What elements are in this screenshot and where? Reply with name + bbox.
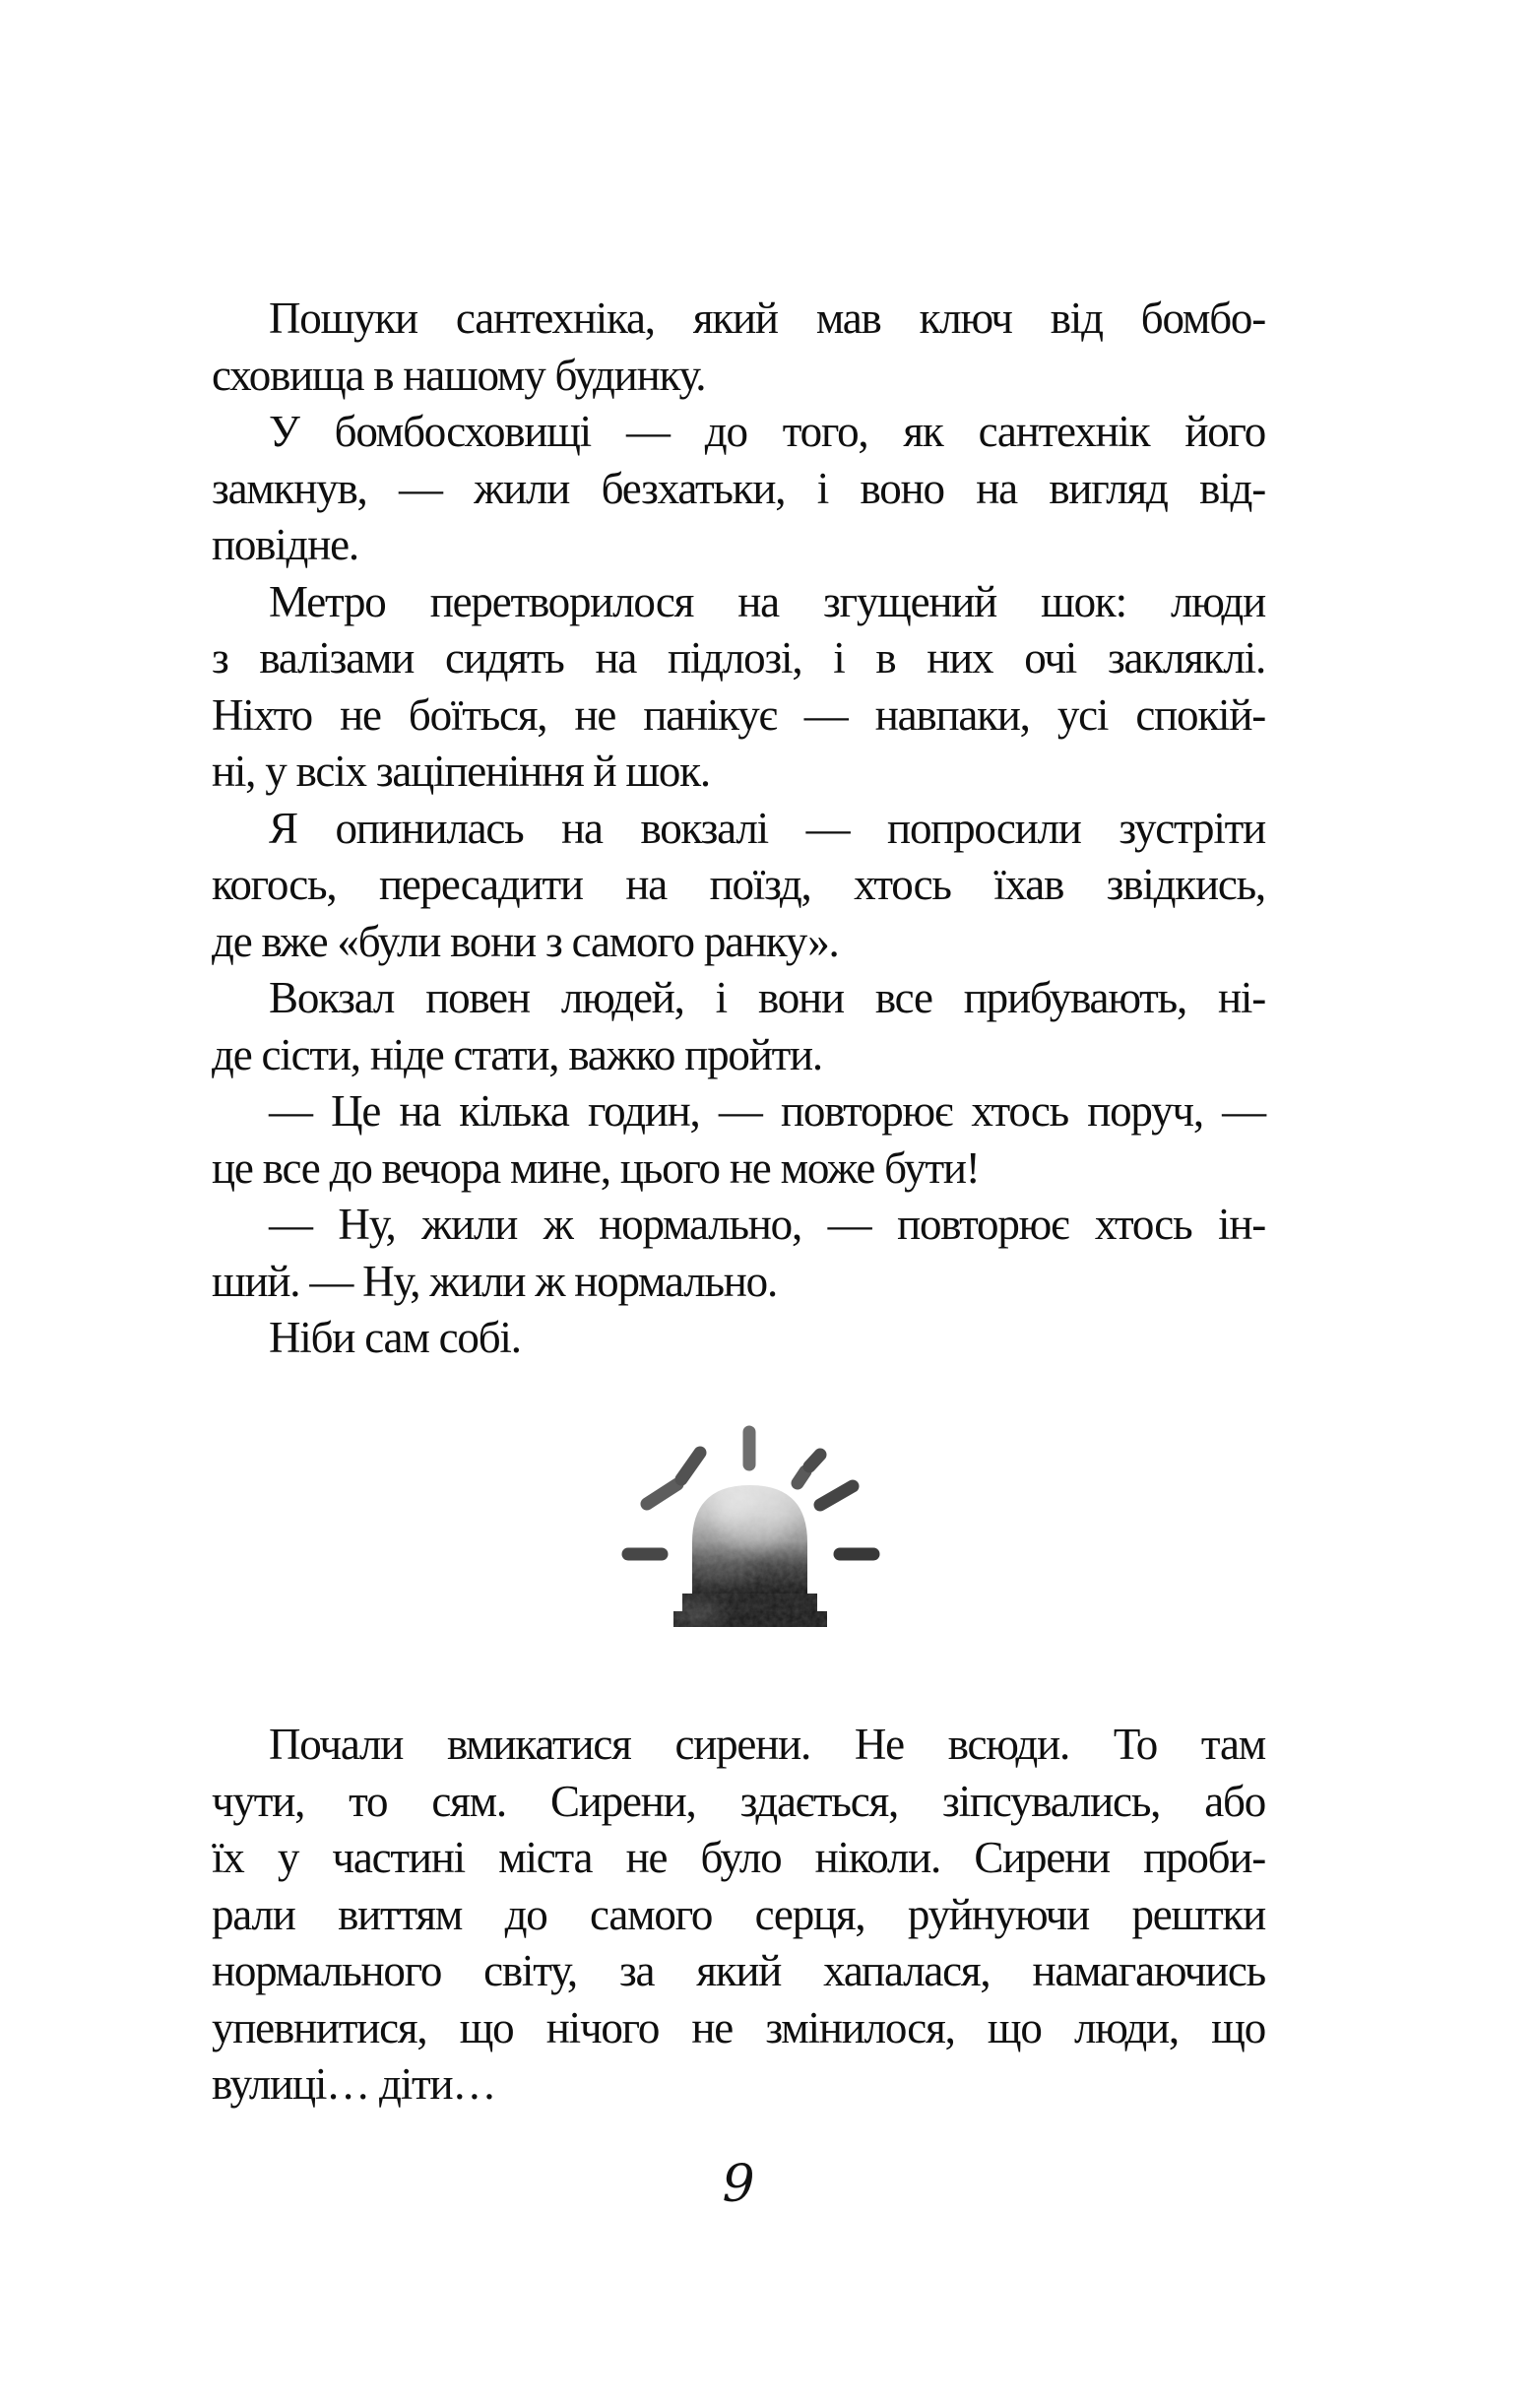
text-line: чути, то сям. Сирени, здається, зіпсувались, або <box>212 1776 1265 1826</box>
text-line: — Ну, жили ж нормально, — повторює хтось ін- <box>269 1200 1265 1249</box>
text-line: Я опинилась на вокзалі — попросили зустріти <box>269 803 1265 853</box>
text-line: Ніхто не боїться, не панікує — навпаки, усі спокій- <box>212 689 1265 740</box>
text-line: ший. — Ну, жили ж нормально. <box>212 1256 778 1306</box>
text-line: — Це на кілька годин, — повторює хтось поруч, — <box>269 1086 1265 1136</box>
text-line: вулиці… діти… <box>212 2059 496 2109</box>
text-line: У бомбосховищі — до того, як сантехнік його <box>269 407 1265 456</box>
text-line: Пошуки сантехніка, який мав ключ від бомбо- <box>269 293 1265 343</box>
page-number: 9 <box>722 2155 755 2214</box>
text-line: повідне. <box>212 520 358 569</box>
text-line: Почали вмикатися сирени. Не всюди. То там <box>269 1720 1265 1769</box>
text-line: Ніби сам собі. <box>269 1313 521 1362</box>
text-line: ні, у всіх заціпеніння й шок. <box>212 747 710 796</box>
text-line: Вокзал повен людей, і вони все прибувають, ні- <box>269 973 1265 1022</box>
text-line: замкнув, — жили безхатьки, і воно на вигляд від- <box>212 463 1265 513</box>
text-line: сховища в нашому будинку. <box>212 350 706 400</box>
text-line: рали виттям до самого серця, руйнуючи рештки <box>212 1889 1265 1939</box>
text-line: когось, пересадити на поїзд, хтось їхав звідкись, <box>212 860 1265 909</box>
text-line: з валізами сидять на підлозі, і в них очі закляклі. <box>212 633 1265 683</box>
text-line: де сісти, ніде стати, важко пройти. <box>212 1029 822 1079</box>
siren-illustration <box>603 1418 898 1635</box>
text-line: це все до вечора мине, цього не може бути! <box>212 1142 980 1193</box>
text-line: їх у частині міста не було ніколи. Сирени проби- <box>212 1833 1265 1882</box>
text-line: упевнитися, що нічого не змінилося, що люди, що <box>212 2002 1265 2052</box>
siren-dome <box>662 1472 839 1630</box>
text-block-bottom <box>212 1717 1265 2114</box>
text-line: Метро перетворилося на згущений шок: люди <box>269 576 1265 626</box>
text-line: де вже «були вони з самого ранку». <box>212 916 839 966</box>
text-block-top <box>212 291 1265 1367</box>
text-line: нормального світу, за який хапалася, намагаючись <box>212 1946 1265 1995</box>
